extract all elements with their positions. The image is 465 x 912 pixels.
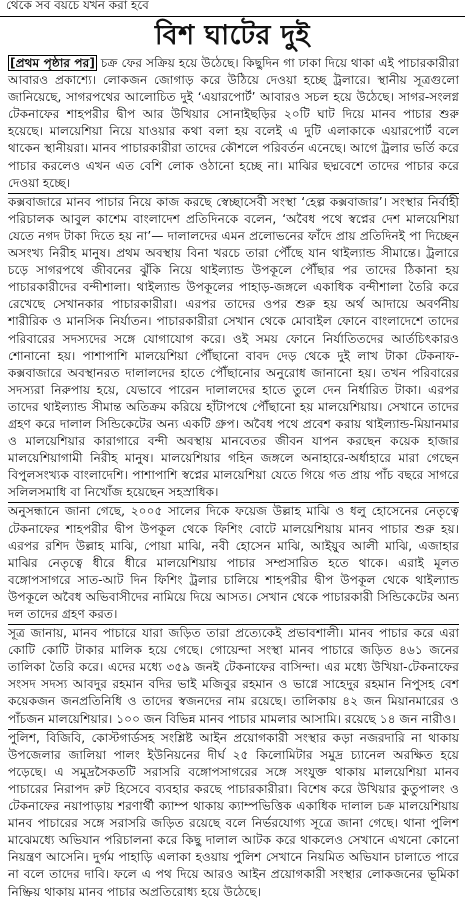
article-paragraph-1 [8, 55, 459, 194]
article-paragraph-3: অনুসন্ধানে জানা গেছে, ২০০৫ সালের দিকে ফয়েজ উল্লাহ মাঝি ও ধলু হোসেনের নেতৃত্বে টেকনাফের শাহপরীর দ্বীপ উপকূল থেকে ফিশিং বোটে মালয়েশিয়ায় মানব পাচার শুরু হয়। এরপর রশিদ উল্লাহ মাঝি, পোয়া মাঝি, নবী হোসেন মাঝি, আইয়ুব আলী মাঝি, এজাহার মাঝির নেতৃত্বে ধীরে ধীরে মালয়েশিয়ায় পাচার সম্প্রসারিত হতে থাকে। এরাই মূলত বঙ্গোপসাগরে সাত-আট দিন ফিশিং ট্রলার চালিয়ে শাহপরীর দ্বীপ উপকূল থেকে থাইল্যান্ড উপকূলে অবৈধ অভিবাসীদের নামিয়ে দিয়ে আসত। সেখান থেকে পাচারকারী সিন্ডিকেটের অন্য দল তাদের গ্রহণ করত। [8, 503, 459, 625]
paragraph-text: চক্র ফের সক্রিয় হয়ে উঠেছে। কিছুদিন গা ঢাকা দিয়ে থাকা এই পাচারকারীরা আবারও প্রকাশ্যে। লোকজন জোগাড় করে উঠিয়ে দেওয়া হচ্ছে ট্রলারে। স্থানীয় সূত্রগুলো জানিয়েছে, সাগরপথের আলোচিত দুই ‘এয়ারপোর্ট’ আবারও সচল হয়ে উঠেছে। সাগর-সংলগ্ন টেকনাফের শাহপরীর দ্বীপ আর উখিয়ার সোনাইছড়ির ২০টি ঘাট দিয়ে মানব পাচার শুরু হয়েছে। মালয়েশিয়া নিয়ে যাওয়ার কথা বলা হয় বলেই এ দুটি এলাকাকে এয়ারপোর্ট বলে থাকেন স্থানীয়রা। মানব পাচারকারীরা তাদের কৌশলে পরিবর্তন এনেছে। আগে ট্রলার ভর্তি করে পাচার করলেও এখন এত বেশি লোক ওঠানো হচ্ছে না। মাঝির ছদ্মবেশে তাদের পাচার করে দেওয়া হচ্ছে। [8, 56, 460, 190]
article-paragraph-2: কক্সবাজারে মানব পাচার নিয়ে কাজ করছে স্বেচ্ছাসেবী সংস্থা ‘হেল্প কক্সবাজার’। সংস্থার নির্বাহী পরিচালক আবুল কাশেম বাংলাদেশ প্রতিদিনকে বলেন, ‘অবৈধ পথে স্বপ্নের দেশ মালয়েশিয়া যেতে নগদ টাকা দিতে হয় না’— দালালদের এমন প্রলোভনের ফাঁদে প্রায় প্রতিদিনই পা দিচ্ছেন অসংখ্য নিরীহ মানুষ। প্রথম অবস্থায় বিনা খরচে তারা পৌঁছে যান থাইল্যান্ড সীমান্তে। ট্রলারে চড়ে সাগরপথে জীবনের ঝুঁকি নিয়ে থাইল্যান্ড উপকূলে পৌঁছার পর তাদের ঠিকানা হয় পাচারকারীদের বন্দীশালা। থাইল্যান্ড উপকূলের পাহাড়-জঙ্গলে একাধিক বন্দীশালা তৈরি করে রেখেছে সেখানকার পাচারকারীরা। এরপর তাদের ওপর শুরু হয় অর্থ আদায়ে অবর্ণনীয় শারীরিক ও মানসিক নির্যাতন। পাচারকারীরা সেখান থেকে মোবাইল ফোনে বাংলাদেশে তাদের পরিবারের সদস্যদের সঙ্গে যোগাযোগ করে। ওই সময় ফোনে নির্যাতিতদের আর্তচিৎকারও শোনানো হয়। পাশাপাশি মালয়েশিয়া পৌঁছানো বাবদ দেড় থেকে দুই লাখ টাকা টেকনাফ-কক্সবাজারে অবস্থানরত দালালদের হাতে পৌঁছানোর অনুরোধ জানানো হয়। তখন পরিবারের সদস্যরা নিরুপায় হয়ে, যেভাবে পারেন দালালদের হাতে তুলে দেন নির্ধারিত টাকা। এরপর তাদের থাইল্যান্ড সীমান্ত অতিক্রম করিয়ে হাঁটাপথে পৌঁছানো হয় মালয়েশিয়ায়। সেখানে তাদের গ্রহণ করে দালাল সিন্ডিকেটের অন্য একটি গ্রুপ। অবৈধ পথে প্রবেশ করায় থাইল্যান্ড-মিয়ানমার ও মালয়েশিয়ার কারাগারে বন্দী অবস্থায় মানবেতর জীবন যাপন করছেন কয়েক হাজার মালয়েশিয়াগামী নিরীহ মানুষ। মালয়েশিয়ার গহিন জঙ্গলে অনাহারে-অর্ধাহারে মারা গেছেন বিপুলসংখ্যক বাংলাদেশি। পাশাপাশি স্বপ্নের মালয়েশিয়া যেতে গিয়ে গত প্রায় পাঁচ বছরে সাগরে সলিলসমাধি বা নিখোঁজ হয়েছেন সহস্রাধিক। [8, 194, 459, 504]
article-paragraph-5: পুলিশ, বিজিবি, কোস্টগার্ডসহ সংশ্লিষ্ট আইন প্রয়োগকারী সংস্থার কড়া নজরদারি না থাকায় উপজেলার জালিয়া পালং ইউনিয়নের দীর্ঘ ২৫ কিলোমিটার সমুদ্র চ্যানেল অরক্ষিত হয়ে পড়েছে। এ সমুদ্রসৈকতটি সরাসরি বঙ্গোপসাগরের সঙ্গে সংযুক্ত থাকায় মালয়েশিয়া মানব পাচারের নিরাপদ রুট হিসেবে ব্যবহার করছে পাচারকারীরা। বিশেষ করে উখিয়ার কুতুপালং ও টেকনাফের নয়াপাড়ায় শরণার্থী ক্যাম্প থাকায় ক্যাম্পভিত্তিক একাধিক দালাল চক্র মালয়েশিয়ায় মানব পাচারের সঙ্গে সরাসরি জড়িত রয়েছে বলে নির্ভরযোগ্য সূত্রে জানা গেছে। থানা পুলিশ মাঝেমধ্যে অভিযান পরিচালনা করে কিছু দালাল আটক করে থাকলেও সেখানে এখনো কোনো নিয়ন্ত্রণ আসেনি। দুর্গম পাহাড়ি এলাকা হওয়ায় পুলিশ সেখানে নিয়মিত অভিযান চালাতে পারে না বলে তাদের দাবি। ফলে এ পথ দিয়ে আরও আইন প্রয়োগকারী সংস্থার লোকজনের ভূমিকা নিষ্ক্রিয় থাকায় মানব পাচার অপ্রতিরোধ্য হয়ে উঠেছে। [8, 730, 459, 899]
previous-column-cutoff-text: থেকে সব বয়চে যখন করা হবে [0, 0, 465, 17]
article-body [0, 55, 465, 902]
article-paragraph-4: সূত্র জানায়, মানব পাচারে যারা জড়িত তারা প্রত্যেকেই প্রভাবশালী। মানব পাচার করে এরা কোটি কোটি টাকার মালিক হয়ে গেছে। গোয়েন্দা সংস্থা মানব পাচারে জড়িত ৪৬১ জনের তালিকা তৈরি করে। এদের মধ্যে ৩৫৯ জনই টেকনাফের বাসিন্দা। এর মধ্যে উখিয়া-টেকনাফের সংসদ সদস্য আবদুর রহমান বদির ভাই মজিবুর রহমান ও ভাগ্নে সাহেদুর রহমান নিপুসহ বেশ কয়েকজন জনপ্রতিনিধি ও তাদের স্বজনদের নাম রয়েছে। তালিকায় ৪২ জন মিয়ানমারের ও পাঁচজন মালয়েশিয়ার। ১০০ জন বিভিন্ন মানব পাচার মামলার আসামি। রয়েছে ১৪ জন নারীও। [8, 625, 459, 730]
continued-from-front-page-label: [প্রথম পৃষ্ঠার পর] [10, 56, 95, 70]
article-headline: বিশ ঘাটের দুই [154, 20, 311, 51]
